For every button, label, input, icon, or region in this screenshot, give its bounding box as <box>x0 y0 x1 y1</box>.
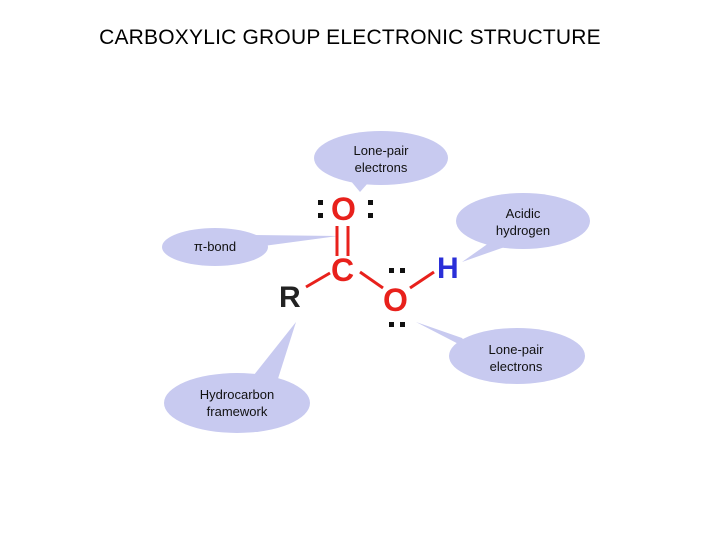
atom-r: R <box>279 281 301 314</box>
atom-o-carbonyl: O <box>331 191 356 227</box>
atom-c: C <box>331 252 355 288</box>
lone-pair-dot <box>318 213 323 218</box>
label-lone-pair-top-line-1: Lone-pair <box>353 143 409 158</box>
lone-pair-dot <box>368 213 373 218</box>
lone-pair-dot <box>368 200 373 205</box>
label-acidic-hydrogen-line-1: Acidic <box>505 206 541 221</box>
lone-pair-dot <box>389 322 394 327</box>
label-lone-pair-bottom-line-1: Lone-pair <box>488 342 544 357</box>
label-acidic-hydrogen-line-2: hydrogen <box>495 223 551 238</box>
slide-title: CARBOXYLIC GROUP ELECTRONIC STRUCTURE <box>99 26 601 49</box>
lone-pair-dot <box>400 322 405 327</box>
label-pi-bond-line-1: π-bond <box>193 239 237 254</box>
label-lone-pair-bottom-line-2: electrons <box>489 359 543 374</box>
label-hydrocarbon-line-1: Hydrocarbon <box>199 387 275 402</box>
atom-h: H <box>437 252 459 285</box>
label-lone-pair-top-line-2: electrons <box>354 160 408 175</box>
lone-pair-dot <box>389 268 394 273</box>
lone-pair-dot <box>400 268 405 273</box>
label-hydrocarbon-line-2: framework <box>206 404 268 419</box>
lone-pair-dot <box>318 200 323 205</box>
atom-o-hydroxyl: O <box>383 282 408 318</box>
